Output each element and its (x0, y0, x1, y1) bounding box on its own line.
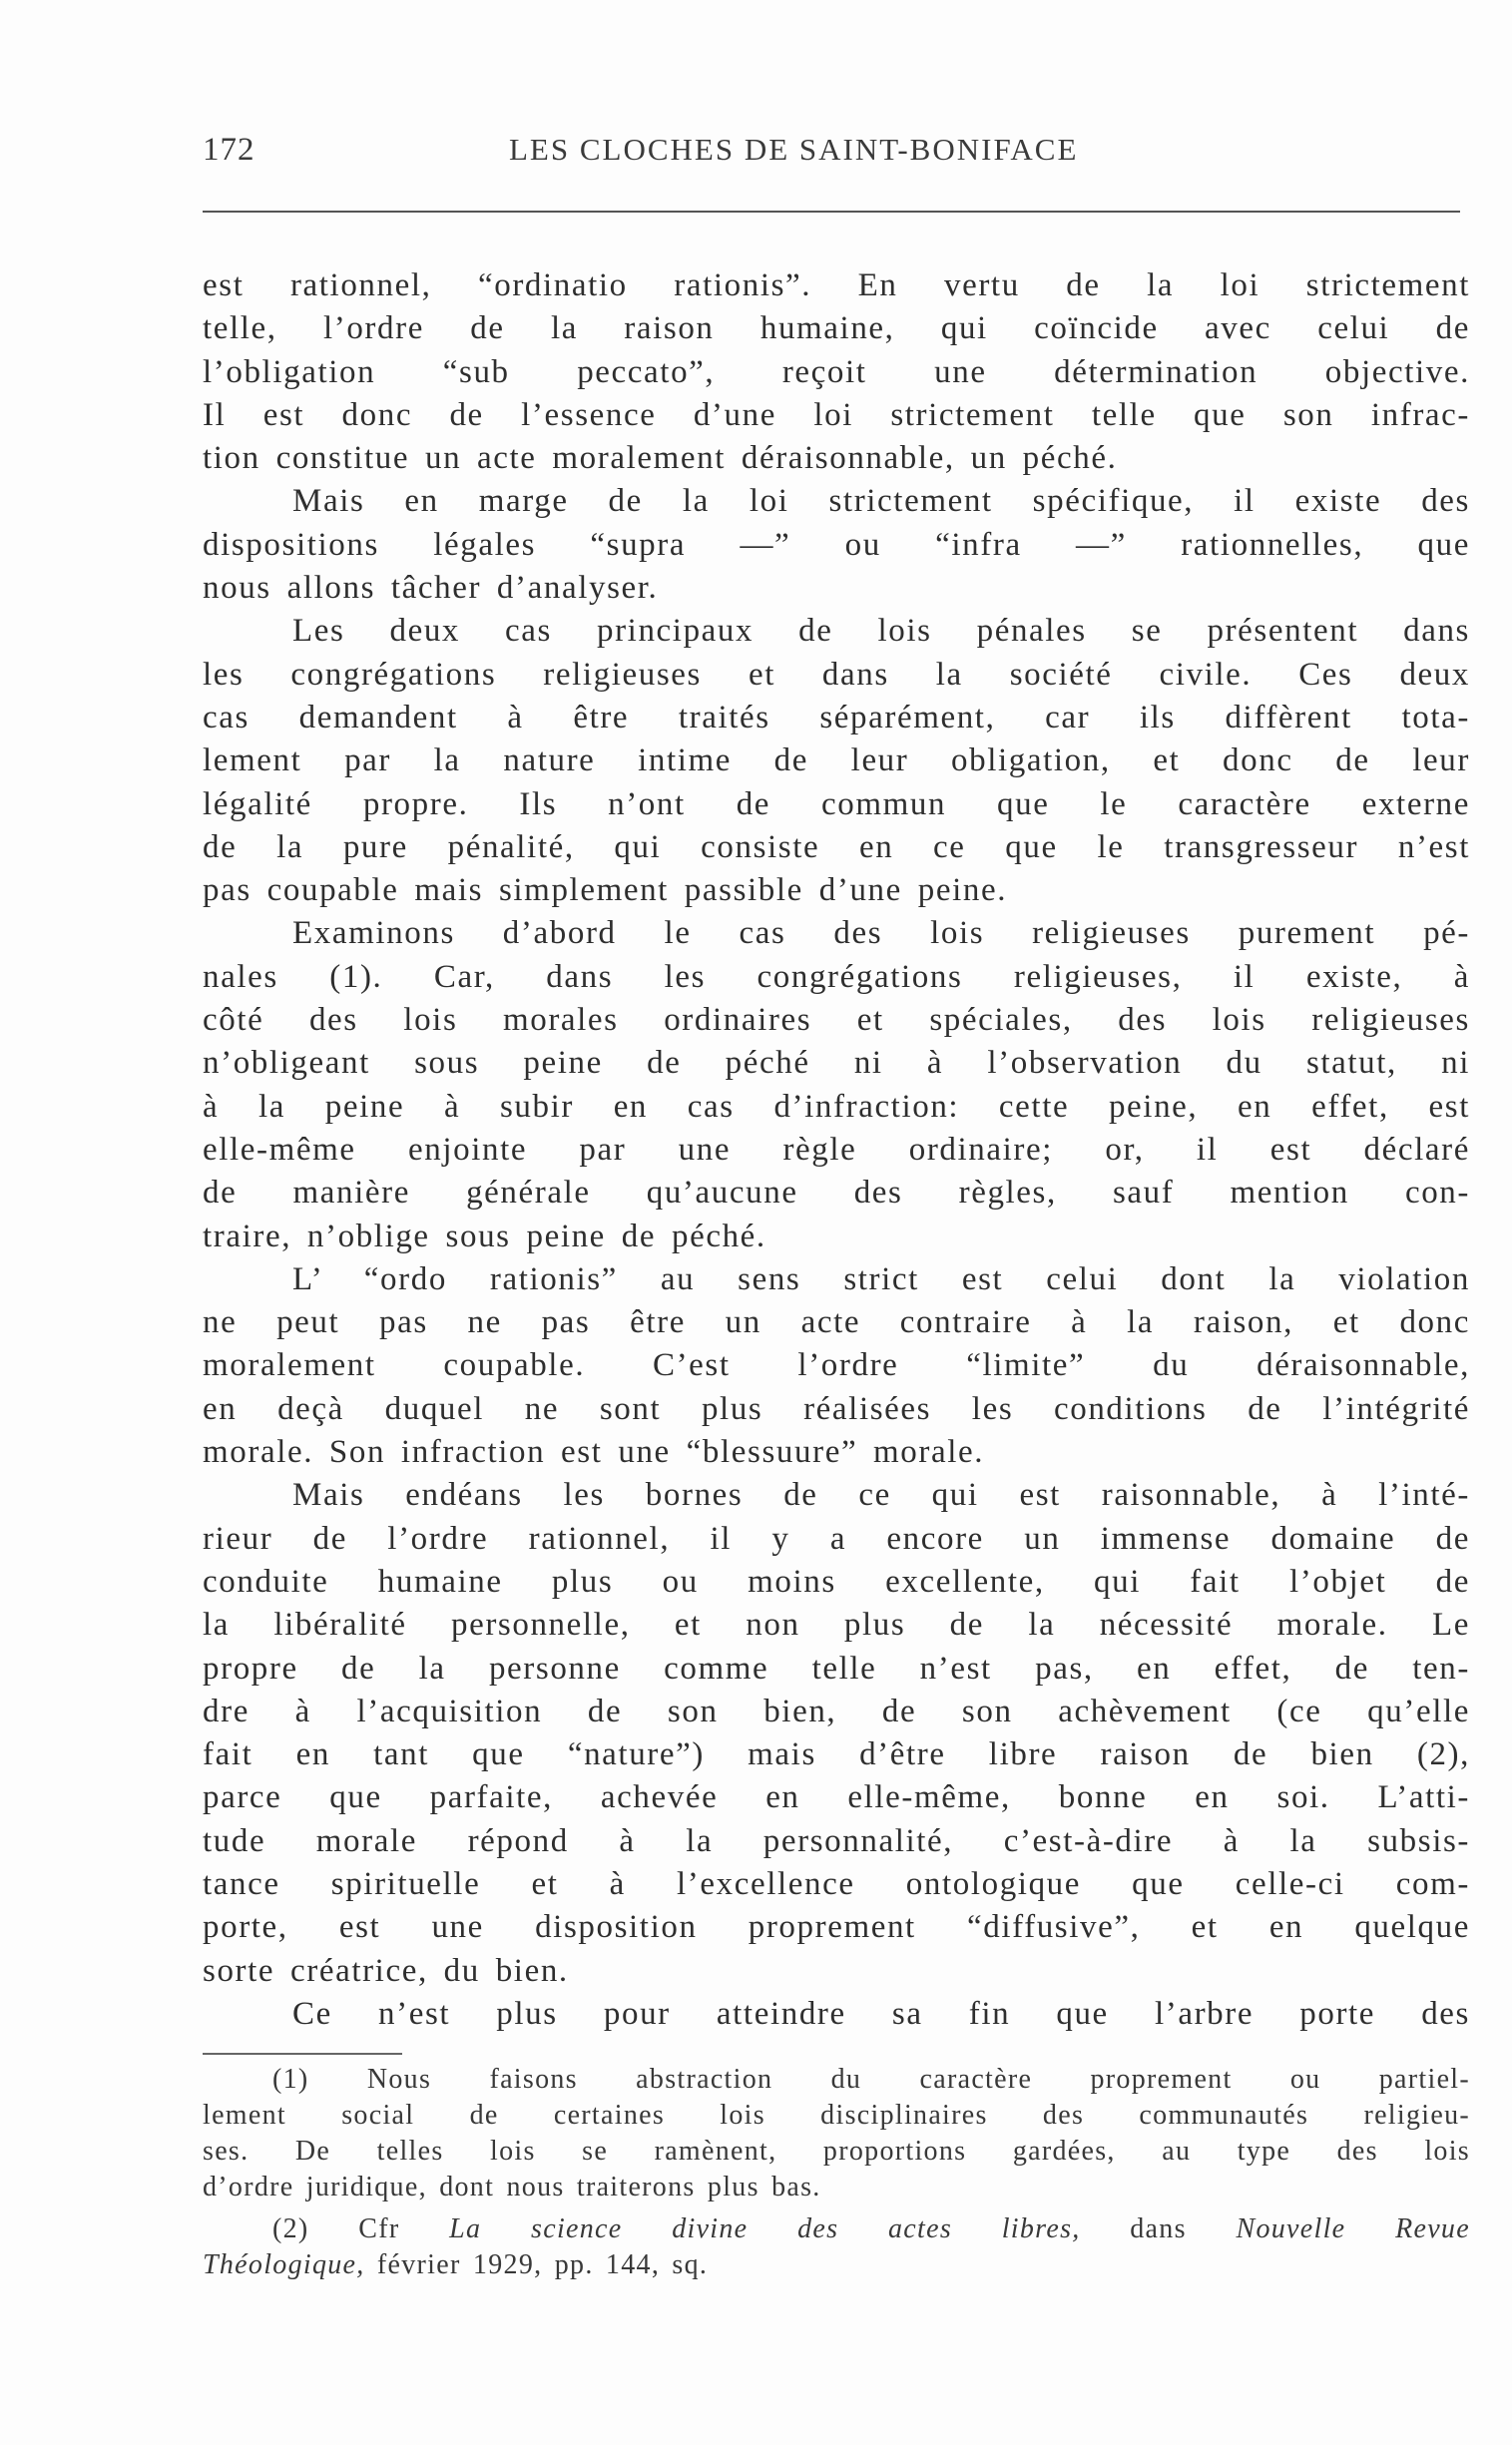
text-line: la libéralité personnelle, et non plus de la nécessité morale. Le (203, 1607, 1470, 1644)
text-line: Ce n’est plus pour atteindre sa fin que l’arbre porte des (292, 1995, 1470, 2032)
text-line: Les deux cas principaux de lois pénales se présentent dans (292, 613, 1470, 650)
text-line: à la peine à subir en cas d’infraction: cette peine, en effet, est (203, 1088, 1470, 1125)
text-line: telle, l’ordre de la raison humaine, qui coïncide avec celui de (203, 310, 1470, 347)
text-line: L’ “ordo rationis” au sens strict est celui dont la violation (292, 1260, 1470, 1297)
footnote-2-line (203, 2211, 1470, 2247)
text-line: nous allons tâcher d’analyser. (203, 570, 659, 607)
text-line: tance spirituelle et à l’excellence ontologique que celle-ci com- (203, 1865, 1470, 1902)
text-line: les congrégations religieuses et dans la société civile. Ces deux (203, 656, 1470, 693)
text-line: Mais en marge de la loi strictement spécifique, il existe des (292, 483, 1470, 520)
text-line: dispositions légales “supra —” ou “infra —” rationnelles, que (203, 526, 1470, 563)
text-line: rieur de l’ordre rationnel, il y a encore un immense domaine de (203, 1520, 1470, 1557)
text-line: de manière générale qu’aucune des règles, sauf mention con- (203, 1175, 1470, 1212)
text-line: cas demandent à être traités séparément, car ils diffèrent tota- (203, 699, 1470, 735)
footnote-rule (203, 2053, 402, 2055)
text-line: fait en tant que “nature”) mais d’être libre raison de bien (2), (203, 1736, 1470, 1773)
text-line: en deçà duquel ne sont plus réalisées les conditions de l’intégrité (203, 1390, 1470, 1427)
text-line: légalité propre. Ils n’ont de commun que le caractère externe (203, 785, 1470, 822)
footnote-1-line: ses. De telles lois se ramènent, proportions gardées, au type des lois (203, 2136, 1470, 2167)
running-title: LES CLOCHES DE SAINT-BONIFACE (509, 132, 1079, 167)
text-line: ne peut pas ne pas être un acte contraire à la raison, et donc (203, 1304, 1470, 1341)
footnote-1-line: lement social de certaines lois disciplinaires des communautés religieu- (203, 2100, 1470, 2131)
text-line: traire, n’oblige sous peine de péché. (203, 1218, 766, 1254)
footnotes (203, 2062, 1470, 2283)
text-line: conduite humaine plus ou moins excellente, qui fait l’objet de (203, 1563, 1470, 1600)
footnote-2-title: La science divine des actes libres, (449, 2213, 1081, 2244)
text-line: côté des lois morales ordinaires et spéciales, des lois religieuses (203, 1002, 1470, 1039)
text-line: morale. Son infraction est une “blessuure” morale. (203, 1434, 985, 1471)
text-line: tude morale répond à la personnalité, c’est-à-dire à la subsis- (203, 1822, 1470, 1859)
footnote-2-journal: Nouvelle Revue (1236, 2213, 1470, 2244)
text-line: elle-même enjointe par une règle ordinaire; or, il est déclaré (203, 1131, 1470, 1168)
text-line: Examinons d’abord le cas des lois religieuses purement pé- (292, 915, 1470, 952)
text-line: propre de la personne comme telle n’est pas, en effet, de ten- (203, 1650, 1470, 1687)
text-line: de la pure pénalité, qui consiste en ce que le transgresseur n’est (203, 828, 1470, 865)
footnote-2-line (203, 2247, 1470, 2283)
text-line: lement par la nature intime de leur obligation, et donc de leur (203, 742, 1470, 779)
running-head (203, 132, 1460, 176)
text-line: dre à l’acquisition de son bien, de son achèvement (ce qu’elle (203, 1693, 1470, 1729)
text-line: l’obligation “sub peccato”, reçoit une détermination objective. (203, 353, 1470, 390)
text-line: tion constitue un acte moralement déraisonnable, un péché. (203, 440, 1118, 477)
text-line: sorte créatrice, du bien. (203, 1952, 569, 1989)
text-line: moralement coupable. C’est l’ordre “limite” du déraisonnable, (203, 1347, 1470, 1384)
text-line: est rationnel, “ordinatio rationis”. En vertu de la loi strictement (203, 267, 1470, 303)
footnote-2-prefix: (2) Cfr (272, 2213, 400, 2244)
text-line: n’obligeant sous peine de péché ni à l’observation du statut, ni (203, 1045, 1470, 1082)
text-line: Il est donc de l’essence d’une loi strictement telle que son infrac- (203, 396, 1470, 433)
header-rule (203, 211, 1460, 213)
footnote-1-line: d’ordre juridique, dont nous traiterons plus bas. (203, 2172, 821, 2202)
text-line: Mais endéans les bornes de ce qui est raisonnable, à l’inté- (292, 1477, 1470, 1514)
body-text (203, 264, 1470, 2036)
text-line: porte, est une disposition proprement “diffusive”, et en quelque (203, 1909, 1470, 1946)
footnote-2-suffix: février 1929, pp. 144, sq. (376, 2249, 709, 2280)
footnote-2-middle: dans (1130, 2213, 1187, 2244)
footnote-2-journal-cont: Théologique, (203, 2249, 365, 2280)
footnote-1-line: (1) Nous faisons abstraction du caractère proprement ou partiel- (272, 2064, 1470, 2095)
text-line: pas coupable mais simplement passible d’une peine. (203, 872, 1008, 909)
page-number: 172 (203, 132, 255, 168)
text-line: nales (1). Car, dans les congrégations religieuses, il existe, à (203, 958, 1470, 995)
text-line: parce que parfaite, achevée en elle-même, bonne en soi. L’atti- (203, 1779, 1470, 1816)
